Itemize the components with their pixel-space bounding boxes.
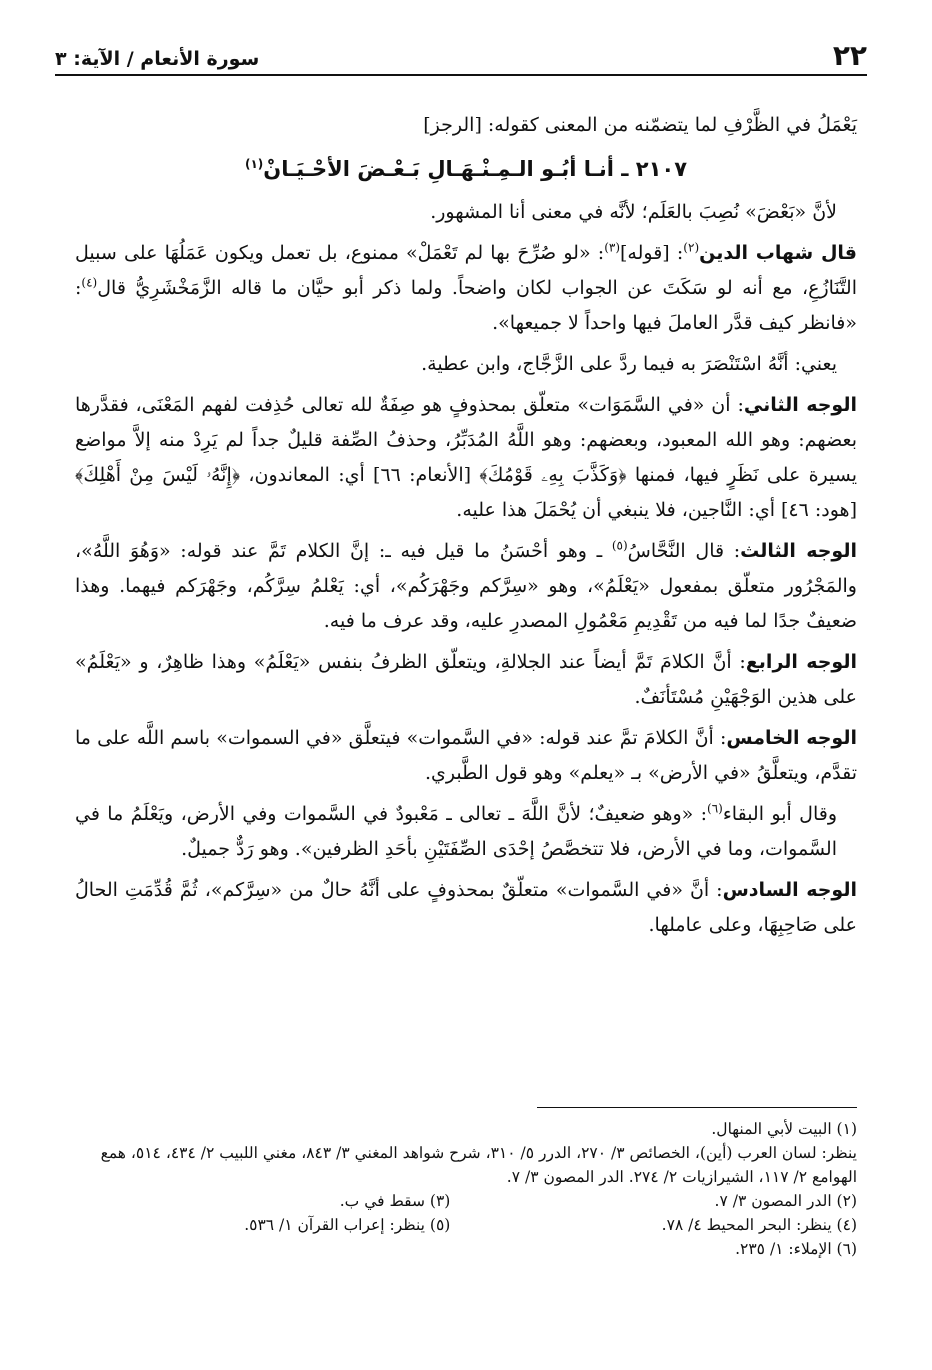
page-number: ٢٢ xyxy=(832,39,867,72)
paragraph-1: يَعْمَلُ في الظَّرْفِ لما يتضمّنه من المعنى كقوله: [الرجز] xyxy=(423,114,857,136)
page-header xyxy=(55,30,867,76)
paragraph-6 xyxy=(75,534,857,639)
paragraph-5 xyxy=(75,388,857,528)
paragraph-7 xyxy=(75,645,857,715)
footnote-1-continued: ينظر: لسان العرب (أين)، الخصائص ٣/ ٢٧٠، الدرر ٥/ ٣١٠، شرح شواهد المغني ٣/ ٨٤٣، مغني اللبيب ٢/ ٤٣٤، ٥١٤، همع الهوامع ٢/ ١١٧، الشيرازيات ٢/ ٢٧٤. الدر المصون ٣/ ٧. xyxy=(100,1144,857,1186)
footnotes xyxy=(75,1117,857,1261)
poetry-verse xyxy=(75,149,857,189)
paragraph-text: : «لو صُرِّحَ بها لم تَعْمَلْ» ممنوع، بل تعمل ويكون عَمَلُهَا على سبيل التَّنَازُعِ، مع أنه لو سَكَتَ عن الجواب لكان واضحاً. ولما ذكر أبو حيَّان ما قاله الزَّمَخْشَرِيُّ قال xyxy=(75,242,857,299)
footnote-2: (٢) الدر المصون ٣/ ٧. xyxy=(714,1192,857,1210)
footnote-row xyxy=(75,1213,857,1237)
footnote-ref: (٤) xyxy=(81,275,98,290)
paragraph-10 xyxy=(75,873,857,943)
footnote-ref: (٣) xyxy=(604,240,621,255)
paragraph-text: : «وهو ضعيفٌ؛ لأنَّ اللَّهَ ـ تعالى ـ مَعْبودٌ في السَّموات وفي الأرض، ويَعْلَمُ ما في السَّموات، وما في الأرض، فلا تتخصَّصُ إحْدَى الصِّفَتَيْنِ بأحَدِ الظرفين». وهو رَدٌّ جميلٌ. xyxy=(75,803,837,860)
paragraph-text: : أن «في السَّمَوَات» متعلّق بمحذوفٍ هو صِفَةٌ لله تعالى حُذِفت لفهم المَعْنَى، فقدَّرها بعضهم: وهو الله المعبود، وبعضهم: وهو اللَّهُ المُدَبِّرُ، وحذفُ الصِّفة قليلٌ جداً لم يَرِدْ منه إلاَّ مواضع يسيرة على نَظَرٍ فيها، فمنها ﴿وَكَذَّبَ بِهِۦ قَوْمُكَ﴾ [الأنعام: ٦٦] أي: المعاندون، ﴿إِنَّهُۥ لَيْسَ مِنْ أَهْلِكَ﴾ [هود: ٤٦] أي: النَّاجين، فلا ينبغي أن يُحْمَلَ هذا عليه. xyxy=(75,394,857,521)
footnote-5: (٥) ينظر: إعراب القرآن ١/ ٥٣٦. xyxy=(244,1216,451,1234)
section-lead: الوجه الرابع xyxy=(745,651,857,673)
paragraph-text: : «فانظر كيف قدَّر العاملَ فيها واحداً لا جميعها». xyxy=(75,277,857,334)
footnote-1: (١) البيت لأبي المنهال. xyxy=(711,1120,857,1138)
footnote-4: (٤) ينظر: البحر المحيط ٤/ ٧٨. xyxy=(661,1216,857,1234)
paragraph-text: : أنَّ الكلامَ تَمَّ أيضاً عند الجلالةِ، ويتعلّق الظرفُ بنفس «يَعْلَمُ» وهذا ظاهِرٌ، و «يَعْلَمُ» على هذين الوَجْهَيْنِ مُسْتَأنَفٌ. xyxy=(75,651,857,708)
paragraph-9 xyxy=(75,797,857,867)
footnote-ref: (٥) xyxy=(611,538,628,553)
footnote-row xyxy=(75,1189,857,1213)
section-lead: الوجه الثاني xyxy=(743,394,857,416)
footnote-ref: (٢) xyxy=(683,240,700,255)
paragraph-text: ـ وهو أحْسَنُ ما قيل فيه ـ: إنَّ الكلام تَمَّ عند قوله: «وَهُوَ اللَّهُ»، والمَجْرُور متعلّق بمفعول «يَعْلَمُ»، وهو «سِرَّكم وجَهْرَكُم»، أي: يَعْلمُ سِرَّكُم، وجَهْرَكم فيهما. وهذا ضعيفٌ جدًا لما فيه من تَقْدِيمِ مَعْمُولِ المصدرِ عليه، وقد عرف ما فيه. xyxy=(75,540,857,632)
paragraph-text: : أنَّ «في السَّموات» متعلّقٌ بمحذوفٍ على أنَّهُ حالٌ من «سِرَّكم»، ثُمَّ قُدِّمَتِ الحالُ على صَاحِبِهَا، وعلى عاملها. xyxy=(75,879,857,936)
section-lead: الوجه السادس xyxy=(722,879,857,901)
paragraph-text: : قال النَّحَّاسُ xyxy=(627,540,741,562)
footnote-ref: (٦) xyxy=(707,801,723,816)
paragraph-8 xyxy=(75,721,857,791)
section-lead: الوجه الثالث xyxy=(740,540,857,562)
verse-text: ٢١٠٧ ـ أنـا أبُـو الـمِـنْـهَـالِ بَـعْـضَ الأحْـيَـانْ xyxy=(263,157,688,181)
paragraph-text: : [قوله] xyxy=(620,242,684,264)
footnote-3: (٣) سقط في ب. xyxy=(339,1192,451,1210)
footnote-ref: (١) xyxy=(244,157,264,171)
paragraph-text: وقال أبو البقاء xyxy=(722,803,837,825)
section-lead: قال شهاب الدين xyxy=(699,242,858,264)
paragraph-text: : أنَّ الكلامَ تمَّ عند قوله: «في السَّموات» فيتعلَّق «في السموات» باسم اللَّه على ما تقدَّم، ويتعلَّقُ «في الأرض» بـ «يعلم» وهو قول الطَّبري. xyxy=(75,727,857,784)
footnote-6: (٦) الإملاء: ١/ ٢٣٥. xyxy=(735,1240,857,1258)
main-text xyxy=(75,108,857,949)
paragraph-4: يعني: أنَّهُ اسْتَنْصَرَ به فيما ردَّ على الزَّجَّاج، وابن عطية. xyxy=(421,353,837,375)
surah-label: سورة الأنعام / الآية: ٣ xyxy=(55,48,260,70)
paragraph-2: لأنَّ «بَعْضَ» نُصِبَ بالعَلَم؛ لأنَّه في معنى أنا المشهور. xyxy=(430,201,837,223)
section-lead: الوجه الخامس xyxy=(726,727,857,749)
footnote-divider xyxy=(537,1107,857,1108)
paragraph-3 xyxy=(75,236,857,341)
